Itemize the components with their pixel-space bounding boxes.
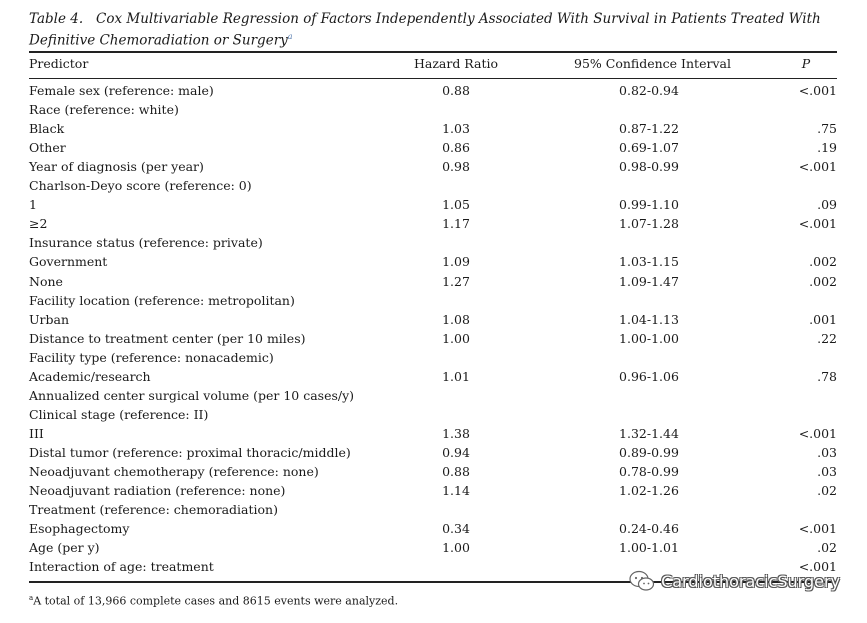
cell-hazard-ratio: 1.14 xyxy=(442,483,470,499)
cell-predictor: Race (reference: white) xyxy=(29,102,179,118)
table-row xyxy=(29,119,837,138)
cell-confidence-interval: 0.87-1.22 xyxy=(619,121,679,137)
cell-hazard-ratio: 1.00 xyxy=(442,540,470,556)
cell-p-value: .002 xyxy=(809,254,837,270)
table-row xyxy=(29,386,837,405)
cell-p-value: .78 xyxy=(817,368,837,384)
cell-confidence-interval: 1.00-1.01 xyxy=(619,540,679,556)
cell-confidence-interval: 0.24-0.46 xyxy=(619,521,679,537)
footnote-text: A total of 13,966 complete cases and 8615 events were analyzed. xyxy=(33,594,399,608)
table-row xyxy=(29,176,837,195)
table-row xyxy=(29,233,837,252)
cell-hazard-ratio: 1.17 xyxy=(442,216,470,232)
table-row xyxy=(29,329,837,348)
table-caption xyxy=(29,11,849,50)
cell-predictor: Academic/research xyxy=(29,368,151,384)
table-row xyxy=(29,405,837,424)
table-label: Table 4. xyxy=(29,11,84,27)
cell-predictor: Distal tumor (reference: proximal thoracic/middle) xyxy=(29,444,351,460)
cell-p-value: <.001 xyxy=(798,559,837,575)
cell-confidence-interval: 1.04-1.13 xyxy=(619,311,679,327)
table-row xyxy=(29,157,837,176)
caption-footnote-marker[interactable]: a xyxy=(287,32,293,41)
cell-hazard-ratio: 1.27 xyxy=(442,273,470,289)
footnote-marker: a xyxy=(29,594,34,602)
table-top-rule xyxy=(29,51,837,53)
cell-predictor: 1 xyxy=(29,197,37,213)
cell-confidence-interval: 0.78-0.99 xyxy=(619,464,679,479)
table-row xyxy=(29,252,837,271)
table-row xyxy=(29,291,837,310)
table-row xyxy=(29,424,837,443)
cell-confidence-interval: 0.98-0.99 xyxy=(619,159,679,175)
cell-p-value: .22 xyxy=(817,330,837,346)
cell-confidence-interval: 1.02-1.26 xyxy=(619,483,679,499)
table-row xyxy=(29,272,837,291)
header-confidence-interval: 95% Confidence Interval xyxy=(574,56,731,71)
table-row xyxy=(29,138,837,157)
cell-predictor: Government xyxy=(29,254,108,270)
cell-hazard-ratio: 0.98 xyxy=(442,159,470,175)
table-row xyxy=(29,462,837,481)
cell-hazard-ratio: 0.88 xyxy=(442,464,470,479)
table-row xyxy=(29,538,837,557)
cell-p-value: .02 xyxy=(817,483,837,499)
cell-predictor: Year of diagnosis (per year) xyxy=(29,159,204,175)
cell-predictor: III xyxy=(29,425,44,441)
cell-p-value: .001 xyxy=(809,311,837,327)
cell-p-value: .19 xyxy=(817,140,837,156)
watermark-text: CardiothoracicSurgery xyxy=(661,571,840,591)
cell-confidence-interval: 1.09-1.47 xyxy=(619,273,679,289)
cell-predictor: Age (per y) xyxy=(29,540,100,556)
cell-p-value: .09 xyxy=(817,197,837,213)
cell-predictor: None xyxy=(29,273,63,289)
table-row xyxy=(29,443,837,462)
cell-hazard-ratio: 1.38 xyxy=(442,425,470,441)
table-row xyxy=(29,481,837,500)
cell-hazard-ratio: 0.34 xyxy=(442,521,470,537)
table-row xyxy=(29,519,837,538)
table-row xyxy=(29,195,837,214)
table-row xyxy=(29,500,837,519)
cell-confidence-interval: 0.96-1.06 xyxy=(619,368,679,384)
table-row xyxy=(29,214,837,233)
cell-hazard-ratio: 0.94 xyxy=(442,444,470,460)
watermark xyxy=(629,570,840,592)
cell-confidence-interval: 1.07-1.28 xyxy=(619,216,679,232)
cell-predictor: ≥2 xyxy=(29,216,48,232)
cell-predictor: Annualized center surgical volume (per 10 cases/y) xyxy=(29,387,355,403)
cell-confidence-interval: 0.82-0.94 xyxy=(619,83,679,98)
cell-predictor: Facility type (reference: nonacademic) xyxy=(29,349,274,365)
table-row xyxy=(29,100,837,119)
cell-predictor: Charlson-Deyo score (reference: 0) xyxy=(29,178,252,194)
cell-p-value: .03 xyxy=(817,464,837,479)
table-header-rule xyxy=(29,78,837,79)
cell-hazard-ratio: 1.09 xyxy=(442,254,470,270)
cell-predictor: Urban xyxy=(29,311,70,327)
header-hazard-ratio: Hazard Ratio xyxy=(413,56,499,71)
cell-confidence-interval: 0.69-1.07 xyxy=(619,140,679,156)
cell-p-value: .75 xyxy=(817,121,837,137)
cell-confidence-interval: 1.32-1.44 xyxy=(619,425,679,441)
table-footnote xyxy=(29,590,398,610)
cell-hazard-ratio: 1.01 xyxy=(442,368,470,384)
cell-predictor: Other xyxy=(29,140,66,156)
cell-hazard-ratio: 1.00 xyxy=(442,330,470,346)
cell-predictor: Neoadjuvant chemotherapy (reference: none) xyxy=(29,464,319,479)
table-row xyxy=(29,310,837,329)
cell-p-value: .03 xyxy=(817,444,837,460)
header-predictor: Predictor xyxy=(29,56,89,71)
cell-hazard-ratio: 0.86 xyxy=(442,140,470,156)
table-row xyxy=(29,81,837,100)
cell-predictor: Facility location (reference: metropolitan) xyxy=(29,292,295,308)
cell-confidence-interval: 1.03-1.15 xyxy=(619,254,679,270)
cell-p-value: <.001 xyxy=(798,83,837,98)
cell-predictor: Neoadjuvant radiation (reference: none) xyxy=(29,483,286,499)
cell-p-value: .002 xyxy=(809,273,837,289)
cell-predictor: Esophagectomy xyxy=(29,521,130,537)
table-title: Cox Multivariable Regression of Factors Independently Associated With Survival in Patients Treated With Definitive Chemoradiation or Surgery xyxy=(29,11,821,49)
cell-predictor: Insurance status (reference: private) xyxy=(29,235,263,251)
cell-hazard-ratio: 1.03 xyxy=(442,121,470,137)
wechat-icon xyxy=(629,570,655,592)
cell-hazard-ratio: 1.05 xyxy=(442,197,470,213)
header-p-value: P xyxy=(801,56,811,71)
table-row xyxy=(29,348,837,367)
cell-predictor: Clinical stage (reference: II) xyxy=(29,406,209,422)
cell-p-value: <.001 xyxy=(798,425,837,441)
cell-p-value: <.001 xyxy=(798,216,837,232)
cell-p-value: <.001 xyxy=(798,521,837,537)
cell-hazard-ratio: 0.88 xyxy=(442,83,470,98)
cell-predictor: Treatment (reference: chemoradiation) xyxy=(29,502,278,518)
table-header xyxy=(29,54,837,73)
table-row xyxy=(29,367,837,386)
cell-predictor: Black xyxy=(29,121,65,137)
cell-predictor: Interaction of age: treatment xyxy=(29,559,214,575)
cell-confidence-interval: 1.00-1.00 xyxy=(619,330,679,346)
cell-predictor: Distance to treatment center (per 10 miles) xyxy=(29,330,306,346)
cell-confidence-interval: 0.99-1.10 xyxy=(619,197,679,213)
cell-p-value: .02 xyxy=(817,540,837,556)
cell-confidence-interval: 0.89-0.99 xyxy=(619,444,679,460)
cell-predictor: Female sex (reference: male) xyxy=(29,83,214,98)
cell-hazard-ratio: 1.08 xyxy=(442,311,470,327)
cell-p-value: <.001 xyxy=(798,159,837,175)
